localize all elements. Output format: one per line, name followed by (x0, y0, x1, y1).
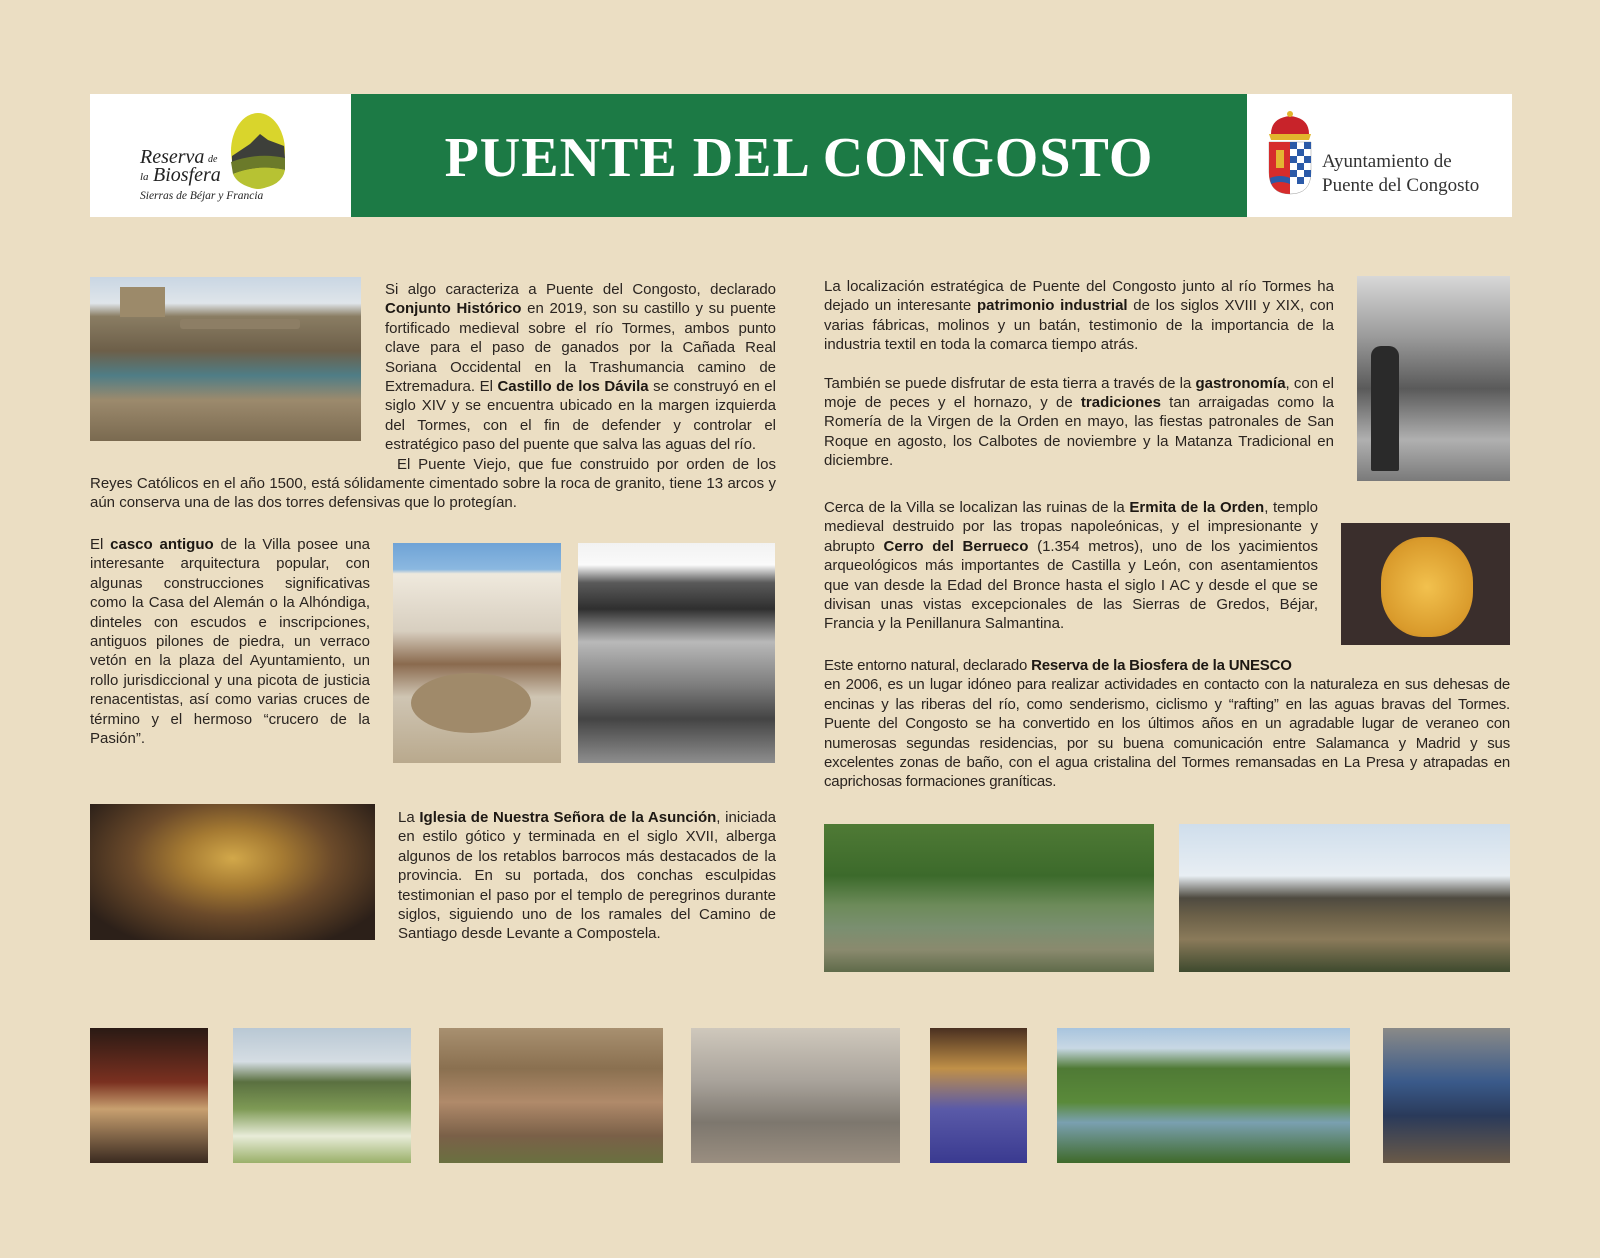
old-town-text (90, 535, 370, 748)
logo-text-sierras: Sierras de Béjar y Francia (140, 190, 264, 202)
text-segment: en 2019, son su castillo y su puente fortificado medieval sobre el río Tormes, ambos punto clave para el paso de ganados por la Cañada Real Soriana Occidental en la Trashumancia camino de Extremadura. El (385, 300, 776, 396)
text-segment: La localización estratégica de Puente del Congosto junto al río Tormes ha dejado un interesante (824, 278, 1334, 315)
bridge-shape (180, 319, 300, 329)
page-title: PUENTE DEL CONGOSTO (444, 126, 1154, 189)
text-segment: El (90, 536, 111, 553)
river-bathing-photo (824, 824, 1154, 972)
castle-river-photo (90, 277, 361, 441)
church-aerial-photo (439, 1028, 663, 1163)
highlight-castillo: Castillo de los Dávila (497, 378, 649, 396)
hermitage-section (824, 498, 1318, 634)
fountain-shape (411, 673, 531, 733)
town-council-line2: Puente del Congosto (1322, 175, 1480, 196)
highlight-iglesia: Iglesia de Nuestra Señora de la Asunción (419, 809, 717, 826)
title-banner (351, 94, 1247, 217)
town-council-line1: Ayuntamiento de (1322, 151, 1452, 172)
text-segment: , con el moje de peces y el hornazo, y de (824, 374, 1334, 412)
castle-section (90, 277, 776, 513)
highlight-conjunto-historico: Conjunto Histórico (385, 300, 522, 318)
worker-figure (1371, 346, 1399, 471)
text-segment: de los siglos XVIII y XIX, con varias fábricas, molinos y un batán, testimonio de la importancia de la industria textil en toda la comarca tiempo atrás. (824, 297, 1334, 354)
text-segment: en 2006, es un lugar idóneo para realizar actividades en contacto con la naturaleza en sus dehesas de encinas y las riberas del río, como senderismo, ciclismo y “rafting” en las aguas bravas del Tormes. Puente del Congosto se ha convertido en los últimos años en un agradable lugar de veraneo con numerosas segundas residencias, por su buena comunicación entre Salamanca y Madrid y sus excelentes zonas de baño, con el agua cristalina del Tormes remansadas en La Presa y atrapadas en caprichosas formaciones graníticas. (824, 676, 1510, 791)
industrial-machine-photo (1357, 276, 1510, 481)
biosphere-reserve-logo (90, 94, 351, 217)
highlight-gastronomia: gastronomía (1195, 374, 1286, 392)
gastronomy-text (824, 374, 1334, 471)
highlight-ermita: Ermita de la Orden (1129, 499, 1265, 516)
industry-section (824, 277, 1334, 471)
hornazo-bread-photo (1341, 523, 1510, 645)
highlight-unesco: Reserva de la Biosfera de la UNESCO (1031, 657, 1292, 674)
matanza-tradition-photo (1383, 1028, 1510, 1163)
logo-text-biosfera: Biosfera (153, 164, 221, 186)
nature-text (824, 656, 1510, 792)
highlight-cerro: Cerro del Berrueco (883, 537, 1029, 555)
san-roque-statue-photo (90, 1028, 208, 1163)
logo-text-de: de (208, 154, 218, 165)
biosphere-emblem-icon (230, 112, 286, 190)
coat-of-arms-icon (1265, 110, 1315, 196)
text-segment: tan arraigadas como la Romería de la Virgen de la Orden en mayo, las fiestas patronales de San Roque en agosto, los Calbotes de noviembre y la Matanza Tradicional en diciembre. (824, 394, 1334, 470)
cerro-berrueco-photo (1179, 824, 1510, 972)
text-segment: También se puede disfrutar de esta tierra a través de la (824, 374, 1196, 392)
highlight-patrimonio-industrial: patrimonio industrial (976, 297, 1128, 315)
river-bridge-photo (1057, 1028, 1350, 1163)
cycling-meadow-photo (233, 1028, 411, 1163)
text-segment: La (398, 809, 420, 826)
text-segment: Cerca de la Villa se localizan las ruinas de la (824, 499, 1130, 516)
bread-shape (1381, 537, 1473, 637)
virgen-de-la-orden-photo (930, 1028, 1027, 1163)
town-council-logo (1247, 94, 1512, 217)
nature-section (824, 656, 1510, 792)
logo-text-reserva: Reserva (140, 146, 205, 168)
text-segment: , templo medieval destruido por las tropas napoleónicas, y el impresionante y abrupto (824, 499, 1319, 555)
highlight-tradiciones: tradiciones (1080, 394, 1161, 412)
hermitage-text (824, 498, 1318, 634)
industry-text (824, 277, 1334, 355)
bridge-text: El Puente Viejo, que fue construido por orden de los Reyes Católicos en el año 1500, está sólidamente cimentado sobre la roca de granito, tiene 13 arcos y aún conserva una de las dos torres defensivas que lo protegían. (90, 455, 776, 512)
text-segment: Si algo caracteriza a Puente del Congosto, declarado (385, 281, 776, 298)
church-section (398, 808, 776, 944)
old-town-bw-photo (578, 543, 775, 763)
church-interior-photo (90, 804, 375, 940)
text-segment: (1.354 metros), uno de los yacimientos arqueológicos más importantes de Castilla y León, con asentamientos que van desde la Edad del Bronce hasta el siglo I AC y desde el que se divisan unas vistas excepcionales de las Sierras de Gredos, Béjar, Francia y la Penillanura Salmantina. (824, 537, 1319, 633)
old-town-section (90, 535, 370, 748)
text-segment: Este entorno natural, declarado (824, 657, 1032, 674)
town-council-name (1322, 150, 1479, 198)
logo-text-la: la (140, 171, 149, 183)
verraco-sculpture-photo (691, 1028, 900, 1163)
old-town-color-photo (393, 543, 561, 763)
text-segment: , iniciada en estilo gótico y terminada en el siglo XVII, alberga algunos de los retablos barrocos más destacados de la provincia. En su portada, dos conchas esculpidas testimonian el paso por el templo de peregrinos durante siglos, siguiendo uno de los ramales del Camino de Santiago desde Levante a Compostela. (398, 809, 777, 943)
castle-shape (120, 287, 165, 317)
highlight-casco-antiguo: casco antiguo (110, 536, 214, 553)
text-segment: se construyó en el siglo XIV y se encuentra ubicado en la margen izquierda del Tormes, con el fin de defender y controlar el estratégico paso del puente que salva las aguas del río. (385, 378, 776, 454)
church-text (398, 808, 776, 944)
text-segment: de la Villa posee una interesante arquitectura popular, con algunas construcciones significativas como la Casa del Alemán o la Alhóndiga, dinteles con escudos e inscripciones, antiguos pilones de piedra, un verraco vetón en la plaza del Ayuntamiento, un rollo jurisdiccional y una picota de justicia renacentistas, así como varias cruces de término y el hermoso “crucero de la Pasión”. (90, 536, 371, 748)
